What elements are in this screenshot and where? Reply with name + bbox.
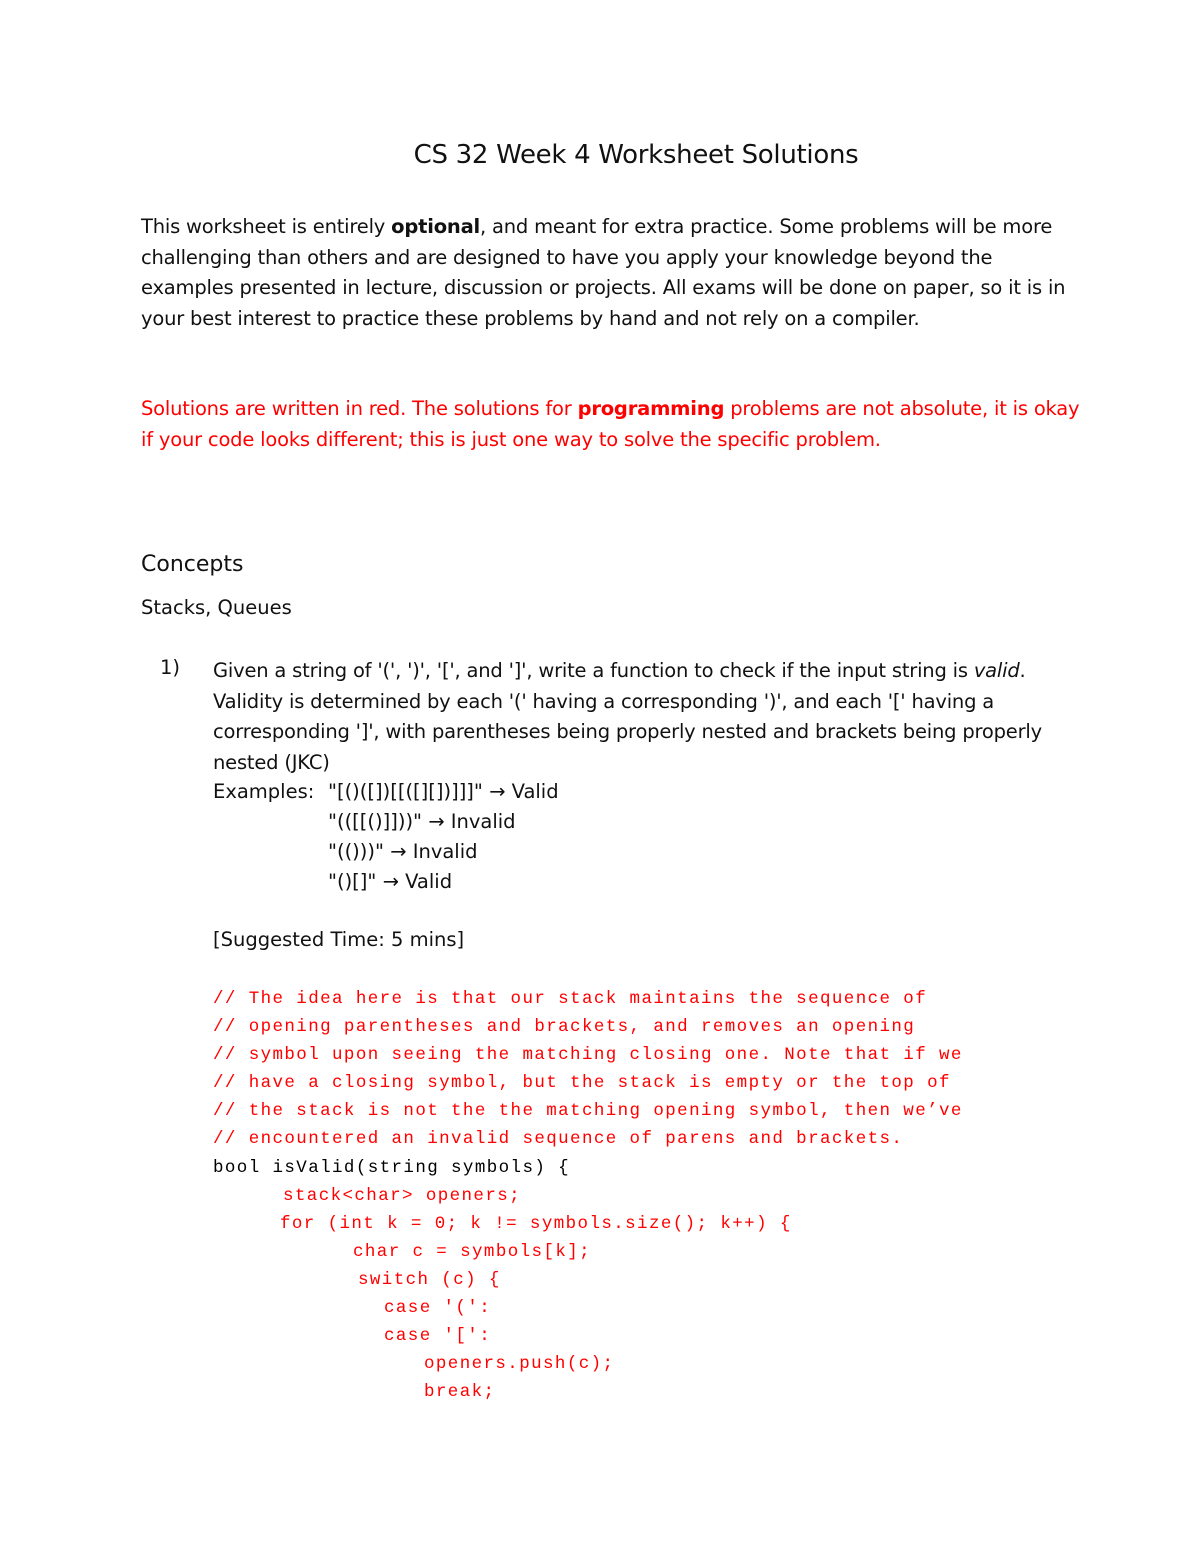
intro-text-end: , and meant for extra practice. Some problems will be more challenging than others and are designed to have you apply your knowledge beyond the examples presented in lecture, discussion or projects. All exams will be done on paper, so it is in your best interest to practice these problems by hand and not rely on a compiler. [141, 215, 1066, 330]
question-text-start: Given a string of '(', ')', '[', and ']', write a function to check if the input string is [213, 659, 974, 682]
example-2: "(([[()]]))" → Invalid [328, 810, 516, 833]
intro-paragraph [141, 212, 1081, 334]
solutions-note-bold: programming [577, 397, 725, 420]
code-line: char c = symbols[k]; [353, 1242, 592, 1262]
page-title: CS 32 Week 4 Worksheet Solutions [413, 140, 859, 170]
question-text [213, 656, 1073, 778]
question-number: 1) [160, 656, 181, 679]
example-3: "(()))" → Invalid [328, 840, 478, 863]
code-function-signature: bool isValid(string symbols) { [213, 1158, 571, 1178]
code-line: case '[': [384, 1326, 492, 1346]
code-comment-line: // have a closing symbol, but the stack is empty or the top of [213, 1073, 951, 1093]
code-comment-line: // encountered an invalid sequence of parens and brackets. [213, 1129, 904, 1149]
code-line: stack<char> openers; [283, 1186, 522, 1206]
code-comment-line: // opening parentheses and brackets, and removes an opening [213, 1017, 916, 1037]
example-4: "()[]" → Valid [328, 870, 453, 893]
code-line: break; [424, 1382, 496, 1402]
intro-text-start: This worksheet is entirely [141, 215, 392, 238]
question-text-italic: valid [973, 659, 1020, 682]
code-line: switch (c) { [358, 1270, 501, 1290]
code-line: openers.push(c); [424, 1354, 615, 1374]
intro-bold-optional: optional [391, 215, 481, 238]
concepts-topics: Stacks, Queues [141, 596, 292, 619]
example-1: "[()([])[[([][])]]]" → Valid [328, 780, 559, 803]
solutions-note-end: problems are not absolute, it is okay if your code looks different; this is just one way to solve the specific problem. [141, 397, 1080, 451]
code-line: for (int k = 0; k != symbols.size(); k++) { [280, 1214, 792, 1234]
examples-label: Examples: [213, 780, 315, 803]
concepts-heading: Concepts [141, 552, 244, 577]
solutions-note [141, 394, 1081, 455]
question-text-end: . Validity is determined by each '(' having a corresponding ')', and each '[' having a corresponding ']', with parentheses being properly nested and brackets being properly nested (JKC) [213, 659, 1042, 774]
suggested-time: [Suggested Time: 5 mins] [213, 928, 465, 951]
code-comment-line: // The idea here is that our stack maintains the sequence of [213, 989, 928, 1009]
code-comment-line: // the stack is not the the matching opening symbol, then we’ve [213, 1101, 963, 1121]
code-line: case '(': [384, 1298, 492, 1318]
solutions-note-start: Solutions are written in red. The solutions for [141, 397, 578, 420]
code-comment-line: // symbol upon seeing the matching closing one. Note that if we [213, 1045, 963, 1065]
